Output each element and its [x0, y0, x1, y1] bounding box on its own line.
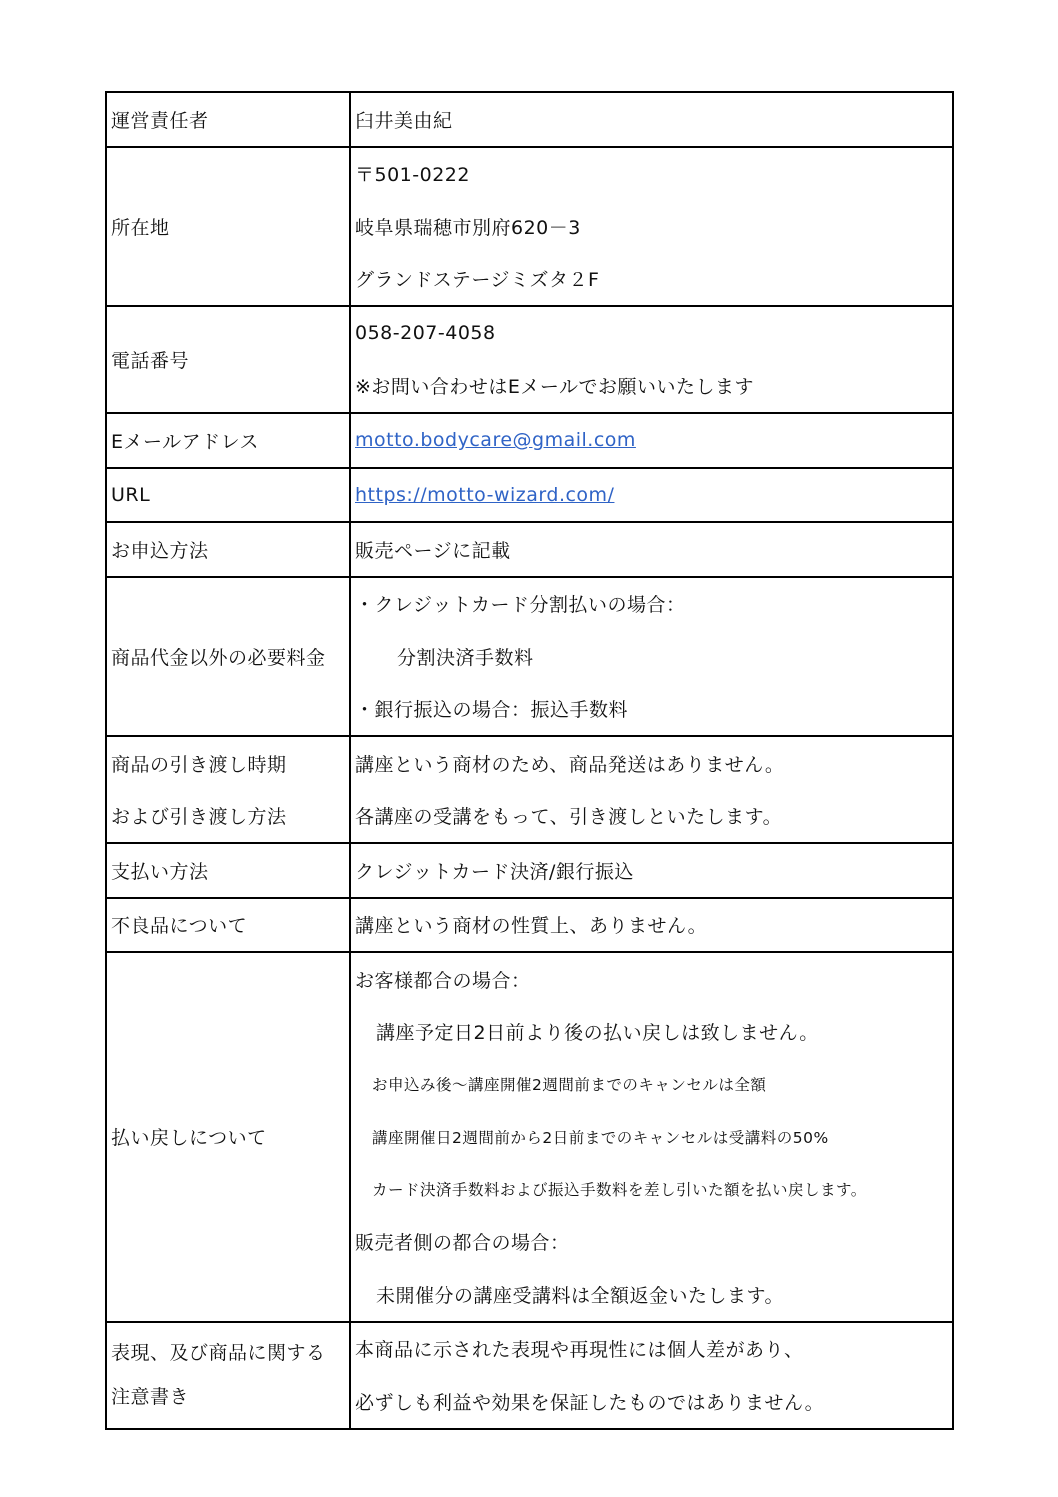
refund-line: 講座予定日2日前より後の払い戻しは致しません。	[376, 1022, 819, 1045]
label-apply: お申込方法	[106, 522, 350, 577]
fee-line: 分割決済手数料	[397, 646, 534, 669]
refund-line: お客様都合の場合：	[355, 969, 531, 992]
refund-line: 販売者側の都合の場合：	[355, 1232, 570, 1255]
website-link[interactable]: https://motto-wizard.com/	[355, 483, 615, 506]
label-payment: 支払い方法	[106, 843, 350, 898]
refund-line: カード決済手数料および振込手数料を差し引いた額を払い戻します。	[372, 1181, 867, 1200]
row-url	[106, 468, 953, 523]
label-delivery: 商品の引き渡し時期 および引き渡し方法	[106, 736, 350, 843]
label-defects: 不良品について	[106, 898, 350, 953]
refund-line: 未開催分の講座受講料は全額返金いたします。	[376, 1284, 784, 1307]
label-url: URL	[106, 468, 350, 523]
label-email: Eメールアドレス	[106, 413, 350, 468]
value-payment: クレジットカード決済/銀行振込	[350, 843, 953, 898]
value-email	[350, 413, 953, 468]
row-email	[106, 413, 953, 468]
phone-number: 058-207-4058	[355, 322, 496, 345]
fee-line: ・銀行振込の場合：振込手数料	[355, 699, 629, 722]
fee-line: ・クレジットカード分割払いの場合：	[355, 594, 686, 617]
refund-line: 講座開催日2週間前から2日前までのキャンセルは受講料の50%	[372, 1128, 829, 1147]
row-delivery	[106, 736, 953, 843]
label-phone: 電話番号	[106, 306, 350, 413]
label-refund: 払い戻しについて	[106, 952, 350, 1322]
phone-note: ※お問い合わせはEメールでお願いいたします	[355, 376, 755, 399]
row-defects	[106, 898, 953, 953]
delivery-line: 講座という商材のため、商品発送はありません。	[355, 753, 785, 776]
label-fees: 商品代金以外の必要料金	[106, 577, 350, 737]
value-address	[350, 147, 953, 307]
row-fees	[106, 577, 953, 737]
value-refund	[350, 952, 953, 1322]
row-apply	[106, 522, 953, 577]
row-disclaimer	[106, 1322, 953, 1429]
disclaimer-line: 本商品に示された表現や再現性には個人差があり、	[355, 1339, 804, 1362]
value-defects: 講座という商材の性質上、ありません。	[350, 898, 953, 953]
value-manager: 臼井美由紀	[350, 92, 953, 147]
postal-code: 〒501-0222	[355, 164, 470, 187]
business-info-table	[105, 91, 954, 1430]
email-link[interactable]: motto.bodycare@gmail.com	[355, 429, 636, 452]
value-apply: 販売ページに記載	[350, 522, 953, 577]
building-name: グランドステージミズタ２F	[355, 269, 600, 292]
row-payment	[106, 843, 953, 898]
value-url	[350, 468, 953, 523]
row-address	[106, 147, 953, 307]
value-disclaimer	[350, 1322, 953, 1429]
row-manager	[106, 92, 953, 147]
value-phone	[350, 306, 953, 413]
row-phone	[106, 306, 953, 413]
address-line: 岐阜県瑞穂市別府620－3	[355, 216, 581, 239]
label-disclaimer: 表現、及び商品に関する 注意書き	[106, 1322, 350, 1429]
label-manager: 運営責任者	[106, 92, 350, 147]
value-fees	[350, 577, 953, 737]
value-delivery	[350, 736, 953, 843]
label-address: 所在地	[106, 147, 350, 307]
row-refund	[106, 952, 953, 1322]
refund-line: お申込み後～講座開催2週間前までのキャンセルは全額	[372, 1076, 767, 1095]
delivery-line: 各講座の受講をもって、引き渡しといたします。	[355, 806, 783, 829]
disclaimer-line: 必ずしも利益や効果を保証したものではありません。	[355, 1391, 825, 1414]
